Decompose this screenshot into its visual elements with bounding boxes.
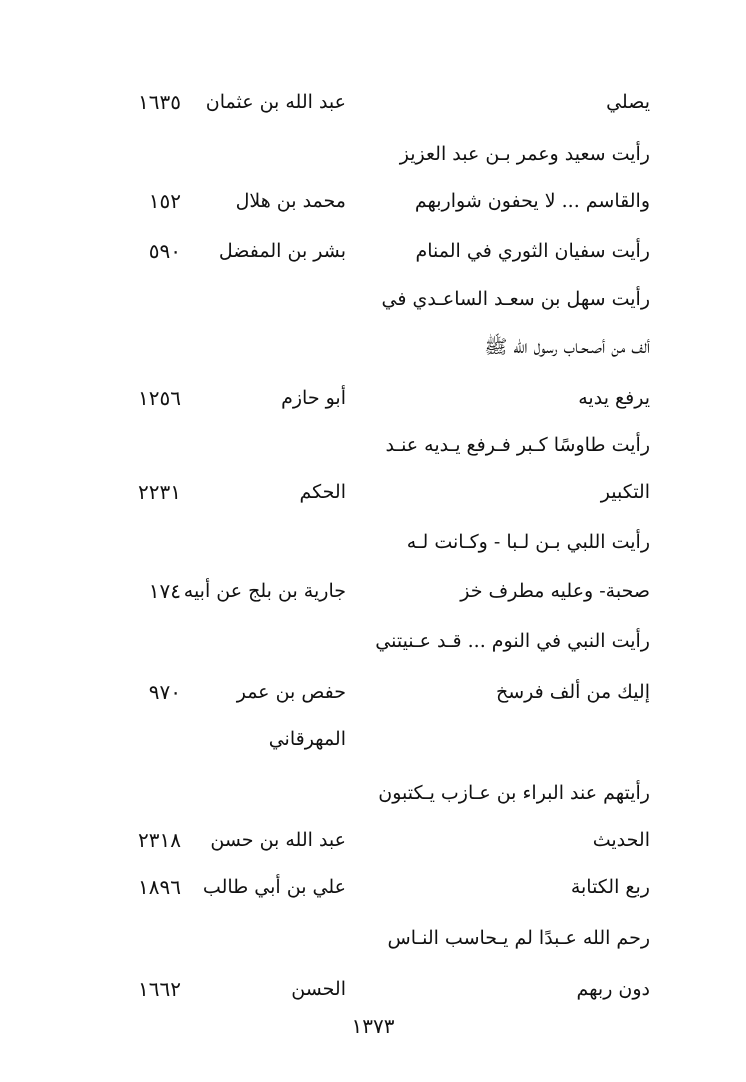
- hadith-text: رأيت سهل بن سعـد الساعـدي في: [381, 288, 650, 310]
- hadith-text: رأيت النبي في النوم ... قـد عـنيتني: [375, 630, 650, 652]
- narrator-name: حفص بن عمر: [236, 681, 346, 703]
- narrator-name: علي بن أبي طالب: [202, 876, 346, 898]
- hadith-text: صحبة- وعليه مطرف خز: [460, 580, 650, 602]
- hadith-text: ربع الكتابة: [570, 876, 650, 898]
- narrator-name: بشر بن المفضل: [218, 240, 346, 262]
- index-row: [0, 276, 746, 323]
- hadith-text: يصلي: [606, 91, 650, 113]
- hadith-text: رأيت اللبي بـن لـبا - وكـانت لـه: [406, 531, 650, 553]
- hadith-number: ١٢٥٦: [138, 386, 181, 410]
- hadith-number: ٩٧٠: [148, 680, 181, 704]
- hadith-text: ألف من أصـحـاب رسول الله ﷺ: [484, 336, 650, 358]
- hadith-number: ١٥٢: [148, 189, 181, 213]
- hadith-text: رأيت سفيان الثوري في المنام: [415, 240, 650, 262]
- index-row: [0, 915, 746, 962]
- hadith-text: دون ربهم: [576, 978, 650, 1000]
- index-row: [0, 716, 746, 763]
- index-row: [0, 324, 746, 371]
- index-row: [0, 817, 746, 864]
- index-row: [0, 228, 746, 275]
- hadith-number: ١٦٦٢: [138, 977, 181, 1001]
- narrator-name: جارية بن بلج عن أبيه: [183, 580, 346, 602]
- hadith-text: رأيتهم عند البراء بن عـازب يـكتبون: [378, 782, 650, 804]
- hadith-text: التكبير: [600, 481, 650, 503]
- hadith-number: ١٦٣٥: [138, 90, 181, 114]
- index-row: [0, 375, 746, 422]
- hadith-number: ٢٣١٨: [138, 828, 181, 852]
- page-number: ١٣٧٣: [351, 1014, 395, 1038]
- narrator-name: الحكم: [299, 481, 346, 503]
- hadith-number: ٢٢٣١: [138, 480, 181, 504]
- index-row: [0, 966, 746, 1013]
- index-row: [0, 568, 746, 615]
- index-row: [0, 131, 746, 178]
- narrator-name: الحسن: [291, 978, 346, 1000]
- hadith-text: رأيت طاوسًا كـبر فـرفع يـديه عنـد: [385, 434, 650, 456]
- narrator-name: عبد الله بن عثمان: [205, 91, 346, 113]
- index-row: [0, 618, 746, 665]
- hadith-text: إليك من ألف فرسخ: [495, 681, 650, 703]
- narrator-name: عبد الله بن حسن: [210, 829, 346, 851]
- hadith-text: والقاسم ... لا يحفون شواربهم: [414, 190, 650, 212]
- index-row: [0, 422, 746, 469]
- index-row: [0, 79, 746, 126]
- narrator-name: المهرقاني: [268, 728, 346, 750]
- hadith-text: يرفع يديه: [578, 387, 650, 409]
- index-row: [0, 864, 746, 911]
- index-row: [0, 469, 746, 516]
- index-row: [0, 770, 746, 817]
- index-row: [0, 178, 746, 225]
- narrator-name: أبو حازم: [281, 387, 346, 409]
- hadith-text: رحم الله عـبدًا لم يـحاسب النـاس: [387, 927, 650, 949]
- index-row: [0, 519, 746, 566]
- hadith-number: ١٧٤: [148, 579, 181, 603]
- index-row: [0, 669, 746, 716]
- hadith-number: ١٨٩٦: [138, 875, 181, 899]
- hadith-text: رأيت سعيد وعمر بـن عبد العزيز: [399, 143, 650, 165]
- narrator-name: محمد بن هلال: [235, 190, 346, 212]
- hadith-number: ٥٩٠: [148, 239, 181, 263]
- hadith-text: الحديث: [592, 829, 650, 851]
